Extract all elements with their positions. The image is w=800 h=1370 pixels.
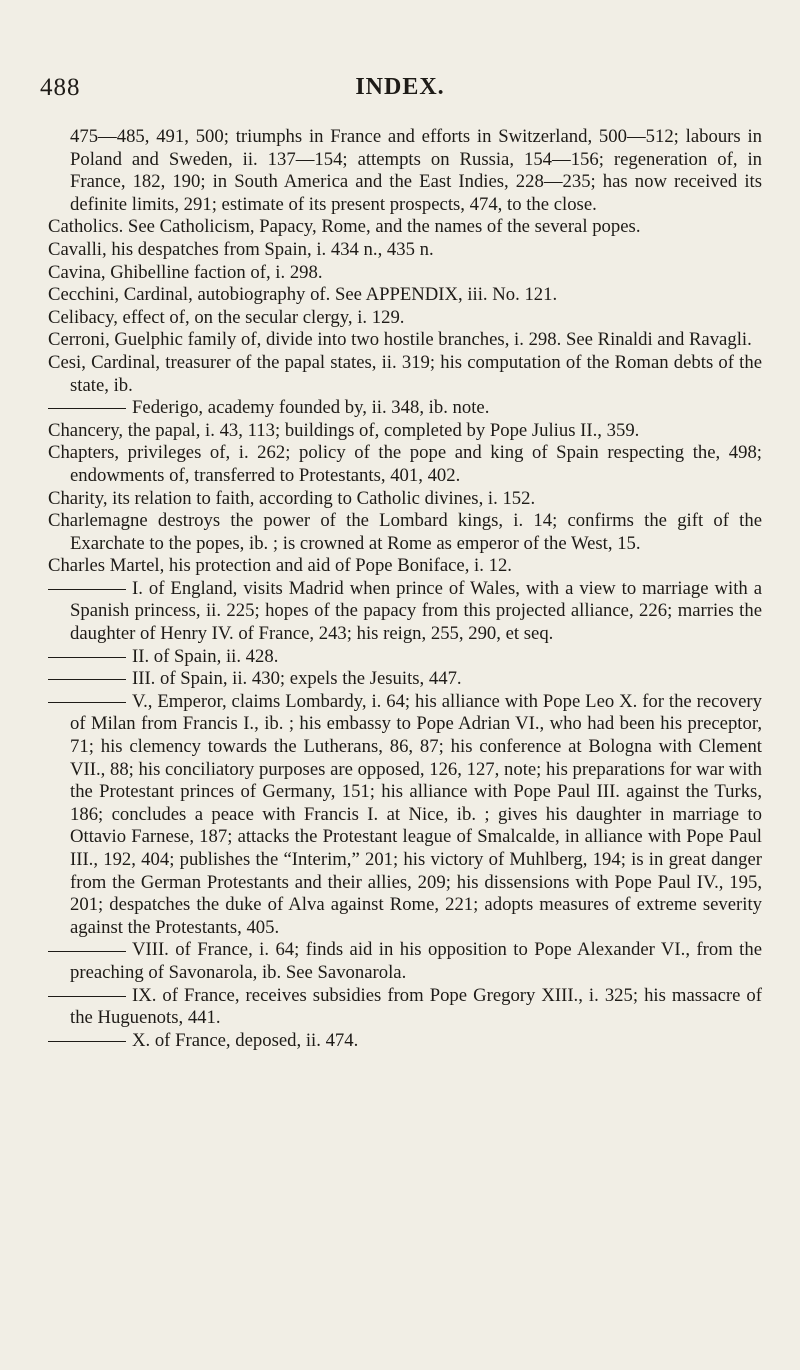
index-subentry bbox=[48, 985, 762, 1030]
index-entry bbox=[48, 284, 762, 307]
entry-text: Cecchini, Cardinal, autobiography of. See APPENDIX, iii. No. 121. bbox=[48, 284, 558, 306]
entry-text: III. of Spain, ii. 430; expels the Jesuits, 447. bbox=[132, 668, 462, 690]
index-subentry bbox=[48, 397, 762, 420]
index-subentry bbox=[48, 646, 762, 669]
entry-text: V., Emperor, claims Lombardy, i. 64; his alliance with Pope Leo X. for the recovery of Milan from Francis I., ib. ; his embassy to Pope Adrian VI., who had been his preceptor, 71; his clemency towards the Lutherans, 86, 87; his conference at Bologna with Clement VII., 88; his conciliatory purposes are opposed, 126, 127, note; his preparations for war with the Protestant princes of Germany, 151; his alliance with Pope Paul III. against the Turks, 186; concludes a peace with Francis I. at Nice, ib. ; gives his daughter in marriage to Ottavio Farnese, 187; attacks the Protestant league of Smalcalde, in alliance with Pope Paul III., 192, 404; publishes the “Interim,” 201; his victory of Muhlberg, 194; is in great danger from the German Protestants and their allies, 209; his dissensions with Pope Paul IV., 195, 201; despatches the duke of Alva against Rome, 221; adopts measures of extreme severity against the Protestants, 405. bbox=[70, 690, 762, 938]
entry-text: Federigo, academy founded by, ii. 348, ib. note. bbox=[132, 397, 490, 419]
index-entry-continuation bbox=[48, 126, 762, 216]
index-entry bbox=[48, 555, 762, 578]
entry-text: Cavina, Ghibelline faction of, i. 298. bbox=[48, 261, 323, 283]
repeat-heading-dash bbox=[48, 657, 126, 658]
entry-text: IX. of France, receives subsidies from Pope Gregory XIII., i. 325; his massacre of the Huguenots, 441. bbox=[70, 984, 762, 1029]
index-entry bbox=[48, 329, 762, 352]
index-subentry bbox=[48, 939, 762, 984]
index-entry bbox=[48, 420, 762, 443]
page-header bbox=[0, 74, 800, 106]
entry-text: 475—485, 491, 500; triumphs in France and efforts in Switzerland, 500—512; labours in Poland and Sweden, ii. 137—154; attempts on Russia, 154—156; regeneration of, in France, 182, 190; in South America and the East Indies, 228—235; has now received its definite limits, 291; estimate of its present prospects, 474, to the close. bbox=[70, 126, 762, 215]
index-subentry bbox=[48, 578, 762, 646]
index-entry bbox=[48, 216, 762, 239]
index-entry bbox=[48, 488, 762, 511]
index-entries bbox=[48, 126, 762, 1052]
index-subentry bbox=[48, 691, 762, 940]
index-entry bbox=[48, 442, 762, 487]
entry-text: Cavalli, his despatches from Spain, i. 434 n., 435 n. bbox=[48, 238, 434, 260]
repeat-heading-dash bbox=[48, 996, 126, 997]
entry-text: Catholics. See Catholicism, Papacy, Rome, and the names of the several popes. bbox=[48, 216, 641, 238]
entry-text: VIII. of France, i. 64; finds aid in his opposition to Pope Alexander VI., from the preaching of Savonarola, ib. See Savonarola. bbox=[70, 939, 762, 983]
running-title: INDEX. bbox=[355, 74, 445, 100]
entry-text: Cesi, Cardinal, treasurer of the papal states, ii. 319; his computation of the Roman debts of the state, ib. bbox=[48, 351, 762, 396]
entry-text: Charlemagne destroys the power of the Lombard kings, i. 14; confirms the gift of the Exarchate to the popes, ib. ; is crowned at Rome as emperor of the West, 15. bbox=[48, 510, 762, 554]
entry-text: X. of France, deposed, ii. 474. bbox=[132, 1029, 359, 1051]
repeat-heading-dash bbox=[48, 951, 126, 952]
entry-text: I. of England, visits Madrid when prince of Wales, with a view to marriage with a Spanish princess, ii. 225; hopes of the papacy from this projected alliance, 226; marries the daughter of Henry IV. of France, 243; his reign, 255, 290, et seq. bbox=[70, 577, 762, 645]
repeat-heading-dash bbox=[48, 408, 126, 409]
index-entry bbox=[48, 239, 762, 262]
index-entry bbox=[48, 352, 762, 397]
page-number: 488 bbox=[40, 74, 81, 101]
repeat-heading-dash bbox=[48, 1041, 126, 1042]
index-subentry bbox=[48, 668, 762, 691]
index-entry bbox=[48, 262, 762, 285]
index-entry bbox=[48, 510, 762, 555]
entry-text: Charles Martel, his protection and aid of Pope Boniface, i. 12. bbox=[48, 555, 512, 577]
index-subentry bbox=[48, 1030, 762, 1053]
repeat-heading-dash bbox=[48, 702, 126, 703]
entry-text: Chapters, privileges of, i. 262; policy of the pope and king of Spain respecting the, 498; endowments of, transferred to Protestants, 401, 402. bbox=[48, 442, 762, 486]
repeat-heading-dash bbox=[48, 589, 126, 590]
entry-text: Charity, its relation to faith, according to Catholic divines, i. 152. bbox=[48, 487, 536, 509]
index-entry bbox=[48, 307, 762, 330]
entry-text: Chancery, the papal, i. 43, 113; buildings of, completed by Pope Julius II., 359. bbox=[48, 419, 640, 441]
entry-text: II. of Spain, ii. 428. bbox=[132, 645, 279, 667]
entry-text: Celibacy, effect of, on the secular clergy, i. 129. bbox=[48, 306, 405, 328]
repeat-heading-dash bbox=[48, 679, 126, 680]
entry-text: Cerroni, Guelphic family of, divide into two hostile branches, i. 298. See Rinaldi and Ravagli. bbox=[48, 329, 752, 351]
